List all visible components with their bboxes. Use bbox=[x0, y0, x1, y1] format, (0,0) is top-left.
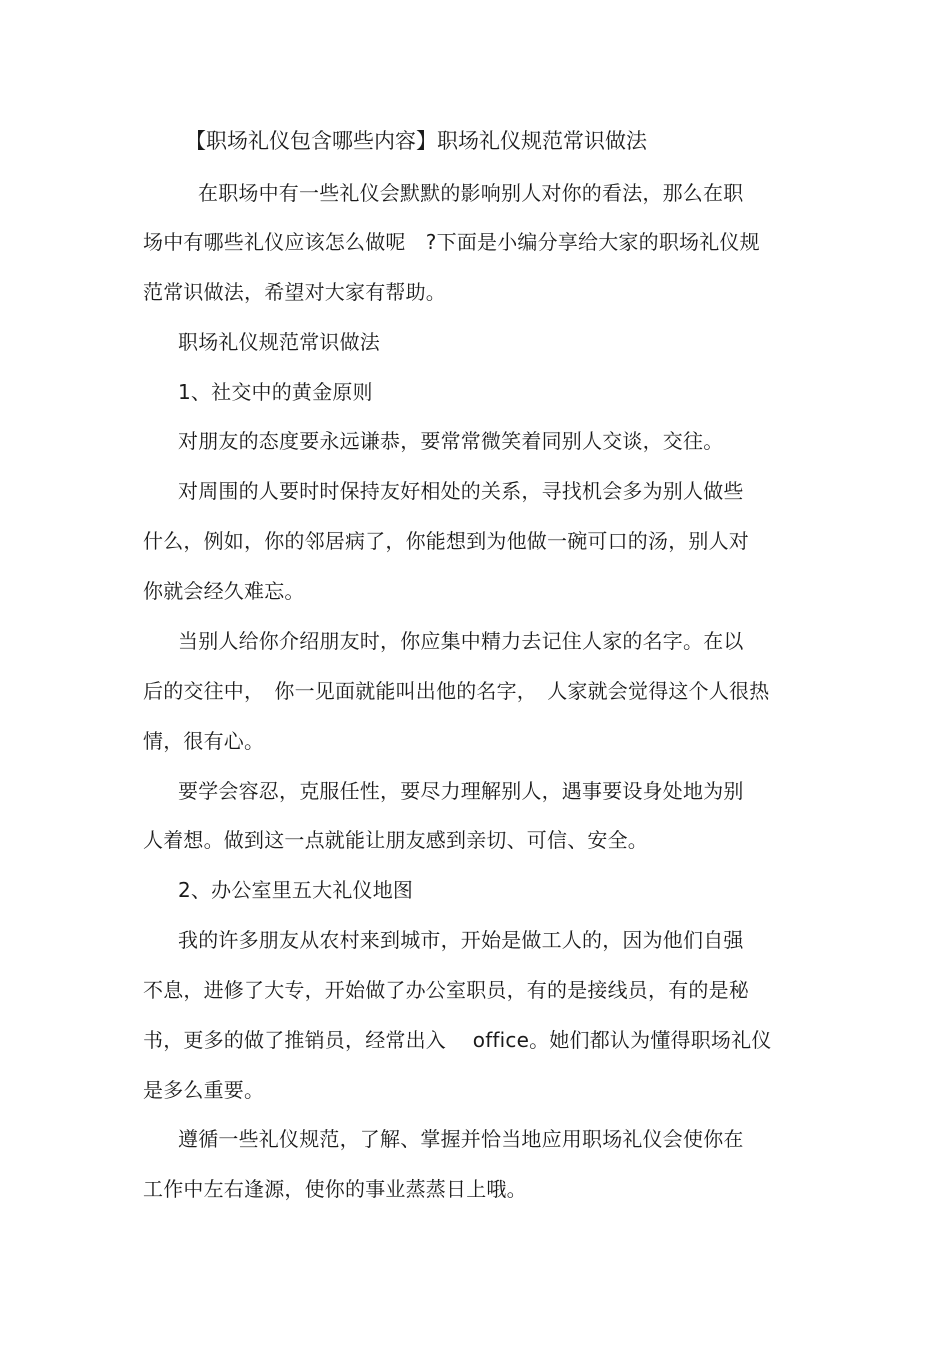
paragraph-line: 什么，例如，你的邻居病了，你能想到为他做一碗可口的汤，别人对 bbox=[143, 529, 749, 553]
paragraph-line: 场中有哪些礼仪应该怎么做呢 ?下面是小编分享给大家的职场礼仪规 bbox=[143, 230, 760, 254]
paragraph-line: 你就会经久难忘。 bbox=[143, 579, 305, 603]
section-heading: 职场礼仪规范常识做法 bbox=[178, 330, 380, 354]
paragraph-line: 在职场中有一些礼仪会默默的影响别人对你的看法，那么在职 bbox=[198, 181, 744, 205]
paragraph-line: 当别人给你介绍朋友时，你应集中精力去记住人家的名字。在以 bbox=[178, 629, 744, 653]
paragraph-line: 不息，进修了大专，开始做了办公室职员，有的是接线员，有的是秘 bbox=[143, 978, 749, 1002]
paragraph-line: 要学会容忍，克服任性，要尽力理解别人，遇事要设身处地为别 bbox=[178, 779, 744, 803]
paragraph-line: 遵循一些礼仪规范，了解、掌握并恰当地应用职场礼仪会使你在 bbox=[178, 1127, 744, 1151]
paragraph-line: 后的交往中， 你一见面就能叫出他的名字， 人家就会觉得这个人很热 bbox=[143, 679, 770, 703]
paragraph-line: 我的许多朋友从农村来到城市，开始是做工人的，因为他们自强 bbox=[178, 928, 744, 952]
paragraph-line: 是多么重要。 bbox=[143, 1078, 265, 1102]
paragraph-line: 工作中左右逢源，使你的事业蒸蒸日上哦。 bbox=[143, 1177, 527, 1201]
paragraph-line: 情，很有心。 bbox=[143, 729, 265, 753]
paragraph-line: 对朋友的态度要永远谦恭，要常常微笑着同别人交谈，交往。 bbox=[178, 429, 724, 453]
subsection-heading: 1、社交中的黄金原则 bbox=[178, 380, 373, 404]
paragraph-line: 人着想。做到这一点就能让朋友感到亲切、可信、安全。 bbox=[143, 828, 648, 852]
subsection-heading: 2、办公室里五大礼仪地图 bbox=[178, 878, 414, 902]
document-title: 【职场礼仪包含哪些内容】职场礼仪规范常识做法 bbox=[185, 129, 647, 153]
paragraph-line: 范常识做法，希望对大家有帮助。 bbox=[143, 280, 446, 304]
paragraph-line: 对周围的人要时时保持友好相处的关系，寻找机会多为别人做些 bbox=[178, 479, 744, 503]
paragraph-line: 书，更多的做了推销员，经常出入 office。她们都认为懂得职场礼仪 bbox=[143, 1028, 772, 1052]
